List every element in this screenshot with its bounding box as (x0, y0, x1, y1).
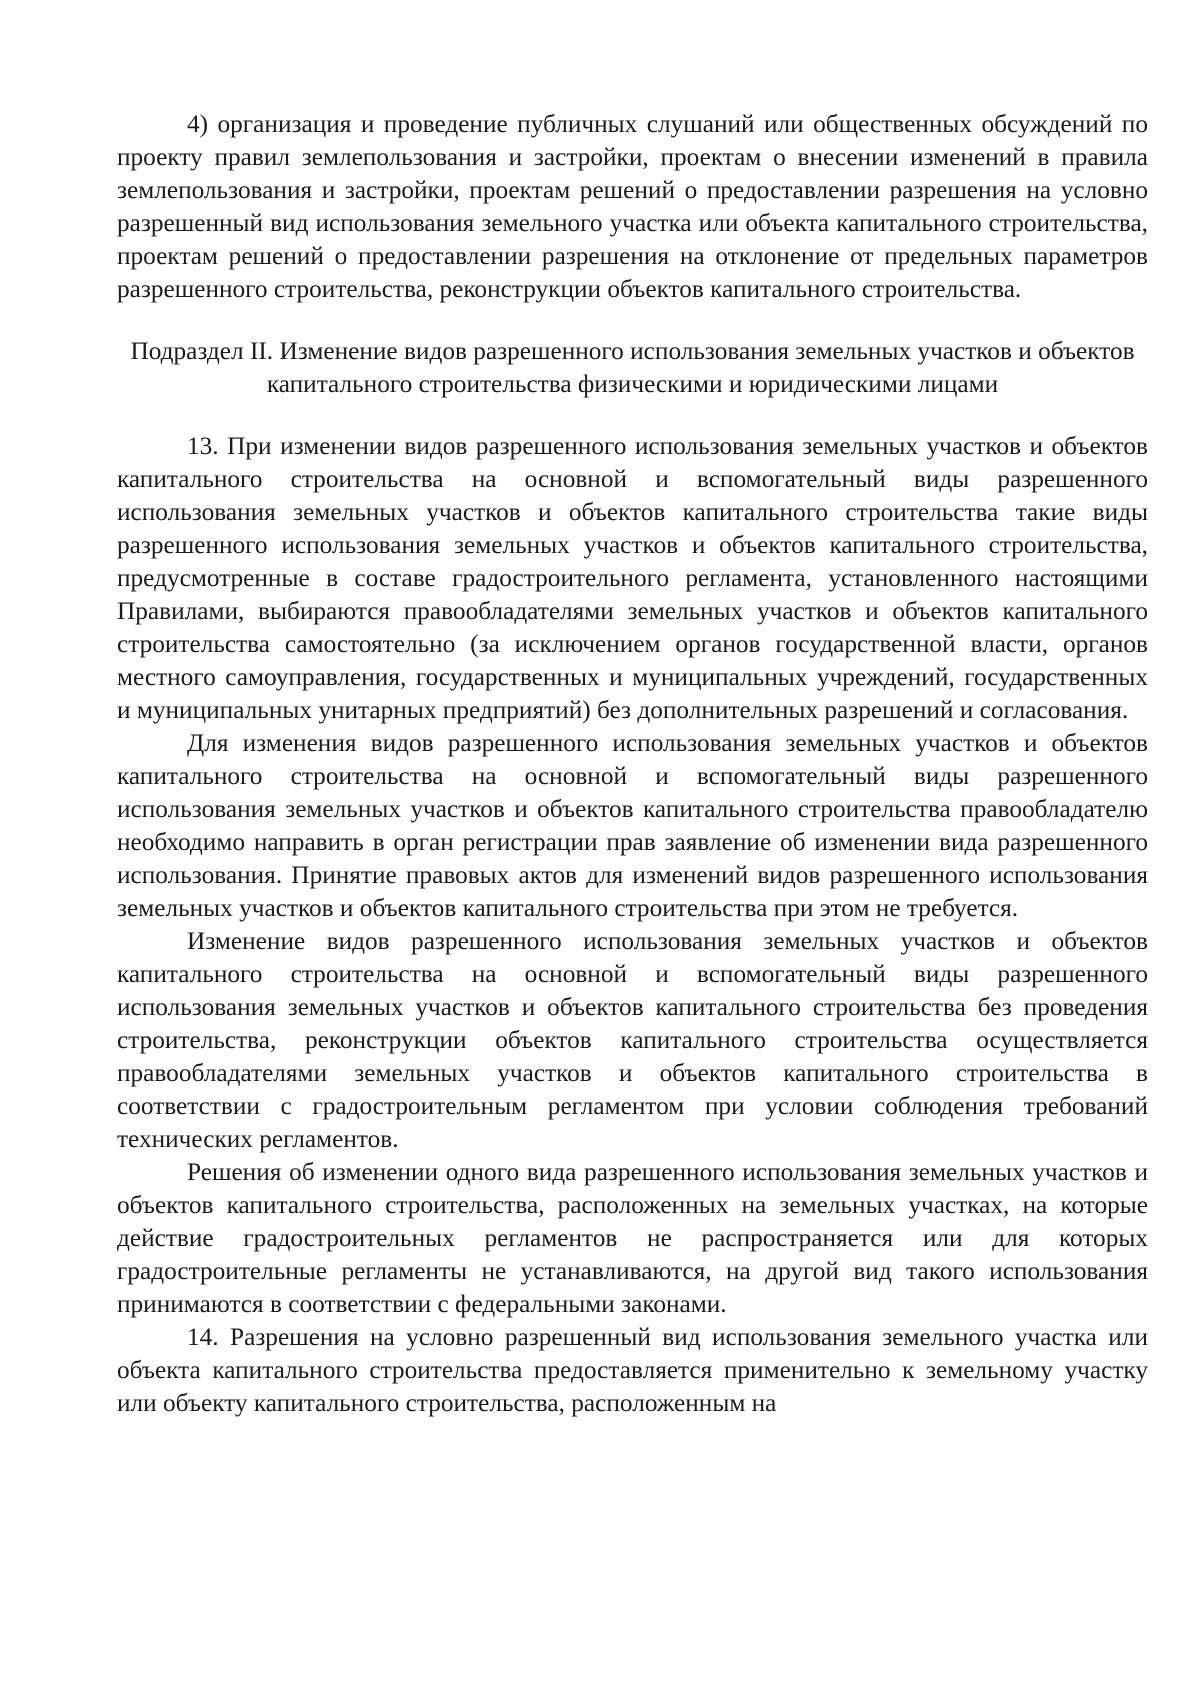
subsection-heading: Подраздел II. Изменение видов разрешенного использования земельных участков и объектов капитального строительства физическими и юридическими лицами (130, 337, 1135, 398)
paragraph-item-4: 4) организация и проведение публичных слушаний или общественных обсуждений по проекту правил землепользования и застройки, проектам о внесении изменений в правила землепользования и застройки, проектам решений о предоставлении разрешения на условно разрешенный вид использования земельного участка или объекта капитального строительства, проектам решений о предоставлении разрешения на отклонение от предельных параметров разрешенного строительства, реконструкции объектов капитального строительства. (117, 110, 1148, 303)
paragraph-13: 13. При изменении видов разрешенного использования земельных участков и объектов капитального строительства на основной и вспомогательный виды разрешенного использования земельных участков и объектов капитального строительства такие виды разрешенного использования земельных участков и объектов капитального строительства, предусмотренные в составе градостроительного регламента, установленного настоящими Правилами, выбираются правообладателями земельных участков и объектов капитального строительства самостоятельно (за исключением органов государственной власти, органов местного самоуправления, государственных и муниципальных учреждений, государственных и муниципальных унитарных предприятий) без дополнительных разрешений и согласования. (117, 432, 1148, 724)
paragraph-14: 14. Разрешения на условно разрешенный вид использования земельного участка или объекта капитального строительства предоставляется применительно к земельному участку или объекту капитального строительства, расположенным на (117, 1323, 1148, 1417)
paragraph-federal-laws: Решения об изменении одного вида разрешенного использования земельных участков и объектов капитального строительства, расположенных на земельных участках, на которые действие градостроительных регламентов не распространяется или для которых градостроительные регламенты не устанавливаются, на другой вид такого использования принимаются в соответствии с федеральными законами. (117, 1158, 1148, 1318)
paragraph-change-without-construction: Изменение видов разрешенного использования земельных участков и объектов капитального строительства на основной и вспомогательный виды разрешенного использования земельных участков и объектов капитального строительства без проведения строительства, реконструкции объектов капитального строительства осуществляется правообладателями земельных участков и объектов капитального строительства в соответствии с градостроительным регламентом при условии соблюдения требований технических регламентов. (117, 927, 1148, 1153)
paragraph-change-procedure: Для изменения видов разрешенного использования земельных участков и объектов капитального строительства на основной и вспомогательный виды разрешенного использования земельных участков и объектов капитального строительства правообладателю необходимо направить в орган регистрации прав заявление об изменении вида разрешенного использования. Принятие правовых актов для изменений видов разрешенного использования земельных участков и объектов капитального строительства при этом не требуется. (117, 729, 1148, 922)
